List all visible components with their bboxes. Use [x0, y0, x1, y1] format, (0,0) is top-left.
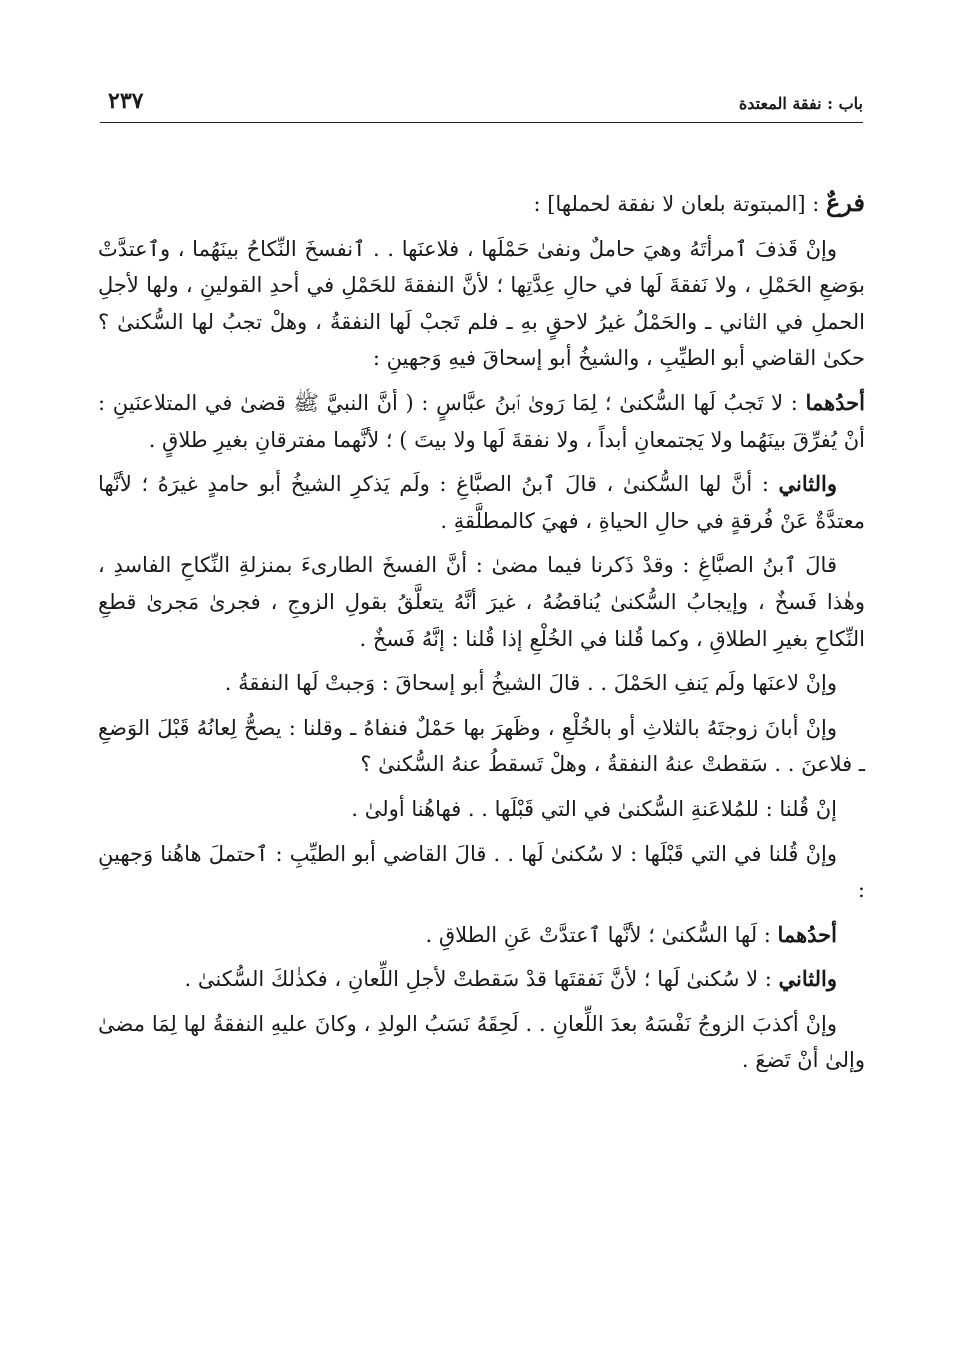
paragraph [98, 791, 865, 828]
paragraph-text: وإنْ قُلنا في التي قَبْلَها : لا سُكنىٰ لَها . . قالَ القاضي أبو الطيِّبِ : ٱحتملَ هاهُنا وَجهينِ : [98, 841, 865, 903]
paragraph-text: : لا تَجبُ لَها السُّكنىٰ ؛ لِمَا رَوىٰ ٱبنُ عبَّاسٍ : ( أنَّ النبيَّ ﷺ قضىٰ في المتلاعنَينِ : أنْ يُفرِّقَ بينَهُما ولا يَجتمعانِ أبداً ، ولا نفقةَ لَها ولا بيتَ ) ؛ لأنَّهما مفترقانِ بغيرِ طلاقٍ . [98, 390, 865, 452]
paragraph-lead: أحدُهما [777, 921, 837, 947]
running-header [100, 88, 863, 123]
paragraph-text: : لا سُكنىٰ لَها ؛ لأنَّ نَفقتَها قدْ سَقطتْ لأجلِ اللِّعانِ ، فكذٰلكَ السُّكنىٰ . [184, 967, 779, 992]
paragraph-text: وإنْ لاعنَها ولَم يَنفِ الحَمْلَ . . قالَ الشيخُ أبو إسحاقَ : وَجبتْ لَها النفقةُ . [224, 671, 837, 696]
paragraph [98, 710, 865, 783]
paragraph [98, 385, 865, 458]
paragraph [98, 665, 865, 702]
paragraph-text: : أنَّ لها السُّكنىٰ ، قالَ ٱبنُ الصبَّاغِ : ولَم يَذكرِ الشيخُ أبو حامدٍ غيرَهُ ؛ لأنَّها معتدَّةٌ عَنْ فُرقةٍ في حالِ الحياةِ ، فهيَ كالمطلَّقةِ . [98, 472, 865, 533]
body-text [98, 185, 865, 1087]
paragraph-lead: أحدُهما [805, 389, 865, 415]
paragraph [98, 231, 865, 377]
paragraph-text: إنْ قُلنا : للمُلاعَنةِ السُّكنىٰ في التي قَبْلَها . . فهاهُنا أولىٰ . [351, 796, 837, 821]
paragraph-text: وإنْ أبانَ زوجتَهُ بالثلاثِ أو بالخُلْعِ ، وظَهرَ بها حَمْلٌ فنفاهُ ـ وقلنا : يصحُّ لِعانُهُ قَبْلَ الوَضعِ ـ فلاعنَ . . سَقطتْ عنهُ النفقةُ ، وهلْ تَسقطُ عنهُ السُّكنىٰ ؟ [98, 715, 865, 777]
paragraph-text: : [المبتوتة بلعان لا نفقة لحملها] : [533, 192, 826, 216]
paragraph [98, 547, 865, 657]
paragraph [98, 1006, 865, 1079]
section-heading: فرعٌ [825, 188, 865, 217]
paragraph [98, 836, 865, 909]
paragraph-text: قالَ ٱبنُ الصبَّاغِ : وقدْ ذَكرنا فيما مضىٰ : أنَّ الفسخَ الطارىءَ بمنزلةِ النِّكاحِ الفاسدِ ، وهٰذا فَسخٌ ، وإيجابُ السُّكنىٰ يُناقضُهُ ، غيرَ أنَّهُ يتعلَّقُ بقولِ الزوجِ ، فجرىٰ مَجرىٰ قطعِ النِّكاحِ بغيرِ الطلاقِ ، وكما قُلنا في الخُلْعِ إذا قُلنا : إنَّهُ فَسخٌ . [98, 553, 865, 651]
paragraph [98, 917, 865, 954]
paragraph-text: وإنْ أكذبَ الزوجُ نَفْسَهُ بعدَ اللِّعانِ . . لَحِقَهُ نَسَبُ الولدِ ، وكانَ عليهِ النفقةُ لها لِمَا مضىٰ وإلىٰ أنْ تَضعَ . [98, 1011, 865, 1073]
paragraph-text: : لَها السُّكنىٰ ؛ لأنَّها ٱعتدَّتْ عَنِ الطلاقِ . [425, 922, 778, 947]
paragraph [98, 961, 865, 998]
paragraph-lead: والثاني [778, 471, 837, 497]
page-number: ٢٣٧ [108, 88, 144, 114]
paragraph [98, 185, 865, 223]
chapter-title: باب : نفقة المعتدة [738, 94, 863, 113]
paragraph [98, 466, 865, 539]
paragraph-lead: والثاني [778, 966, 837, 992]
paragraph-text: وإنْ قَذفَ ٱمرأتَهُ وهيَ حاملٌ ونفىٰ حَمْلَها ، فلاعنَها . . ٱنفسخَ النِّكاحُ بينَهُما ، وٱعتدَّتْ بوَضعِ الحَمْلِ ، ولا نَفقةَ لَها في حالِ عِدَّتِها ؛ لأنَّ النفقةَ للحَمْلِ في أحدِ القولينِ ، ولها لأجلِ الحملِ في الثاني ـ والحَمْلُ غيرُ لاحقٍ بهِ ـ فلم تَجبْ لَها النفقةُ ، وهلْ تجبُ لها السُّكنىٰ ؟ حكىٰ القاضي أبو الطيِّبِ ، والشيخُ أبو إسحاقَ فيهِ وَجهينِ : [98, 236, 865, 371]
